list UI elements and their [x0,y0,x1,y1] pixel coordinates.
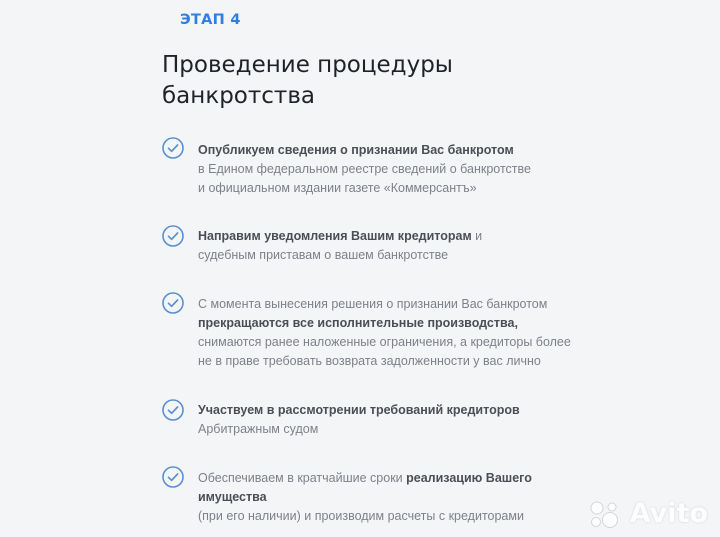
list-item-text [198,227,588,265]
check-circle-icon [162,292,184,314]
page-title-line-2: банкротства [162,83,315,109]
avito-watermark [588,498,708,529]
list-item-text [198,401,588,439]
item-regular-text: и [471,229,483,243]
list-item-text [198,141,588,198]
check-circle-icon [162,137,184,159]
item-bold-text: Участвуем в рассмотрении требований кредиторов [198,403,520,417]
item-regular-text: снимаются ранее наложенные ограничения, а кредиторы более [198,335,571,349]
watermark-text: Avito [629,498,708,529]
list-item-text [198,295,588,371]
item-regular-text: в Едином федеральном реестре сведений о банкротстве [198,162,531,176]
item-bold-text: Направим уведомления Вашим кредиторам [198,229,472,243]
page-title [162,50,562,112]
item-bold-text: прекращаются все исполнительные производства, [198,316,518,330]
item-regular-text: Арбитражным судом [198,422,319,436]
item-regular-text: судебным приставам о вашем банкротстве [198,248,449,262]
item-regular-text: (при его наличии) и производим расчеты с кредиторами [198,509,524,523]
item-regular-text: и официальном издании газете «Коммерсантъ» [198,181,477,195]
check-circle-icon [162,225,184,247]
item-regular-text: С момента вынесения решения о признании Вас банкротом [198,297,548,311]
page-title-line-1: Проведение процедуры [162,52,453,78]
item-bold-text: Опубликуем сведения о признании Вас банкротом [198,143,514,157]
check-circle-icon [162,466,184,488]
avito-logo-icon [588,499,624,529]
item-regular-text: Обеспечиваем в кратчайшие сроки [198,471,407,485]
item-bold-text: реализацию Вашего [406,471,532,485]
check-circle-icon [162,399,184,421]
item-bold-text: имущества [198,490,267,504]
list-item-text [198,469,588,526]
stage-label: ЭТАП 4 [180,12,241,28]
item-regular-text: не в праве требовать возврата задолженности у вас лично [198,354,541,368]
